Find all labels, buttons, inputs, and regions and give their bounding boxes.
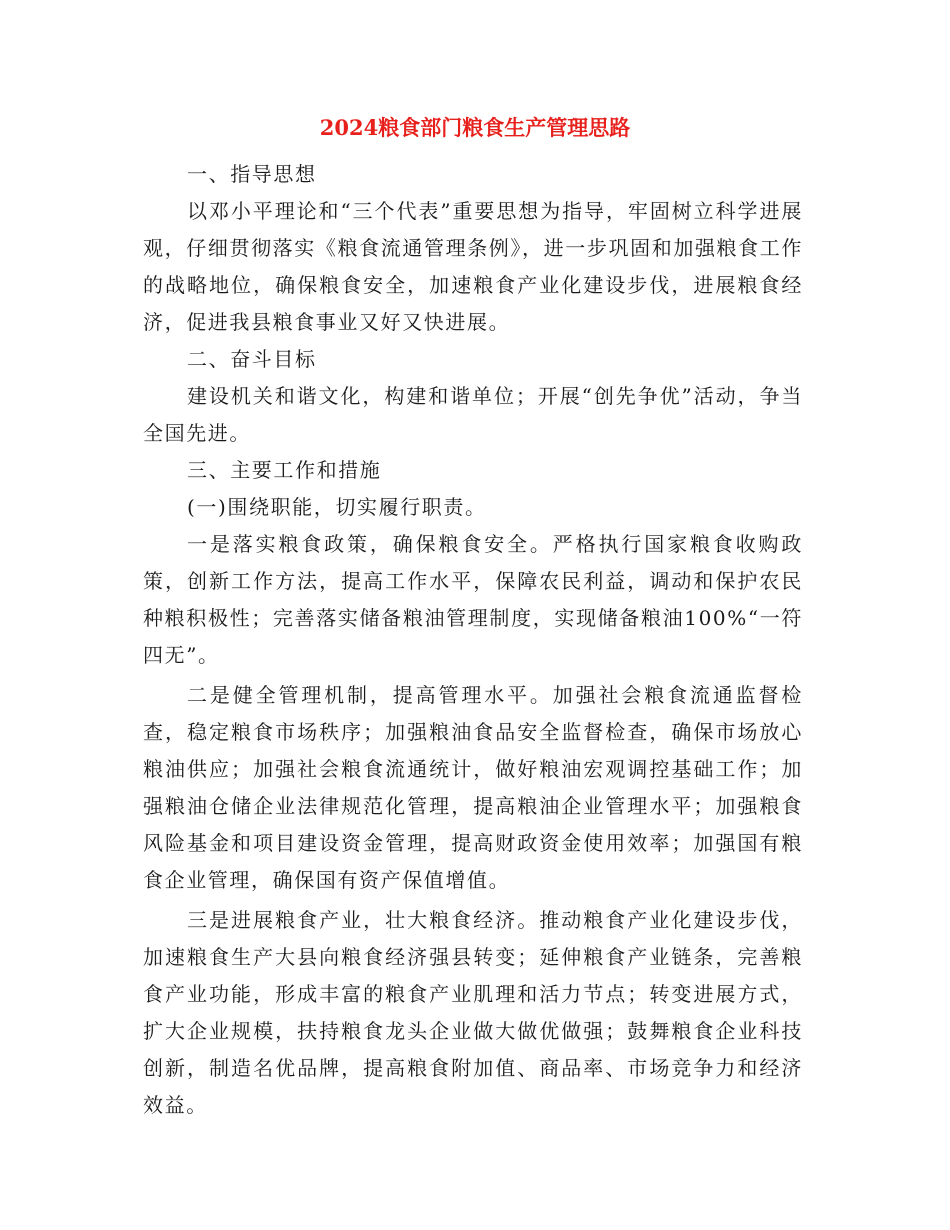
section-heading-guiding-ideology: 一、指导思想 xyxy=(187,162,317,186)
section-heading-main-work: 三、主要工作和措施 xyxy=(187,458,382,482)
paragraph-guiding-ideology: 以邓小平理论和“三个代表”重要思想为指导，牢固树立科学进展观，仔细贯彻落实《粮食流通管理条例》，进一步巩固和加强粮食工作的战略地位，确保粮食安全，加速粮食产业化建设步伐，进展粮食经济，促进我县粮食事业又好又快进展。 xyxy=(143,199,803,334)
subsection-heading-duties: (一)围绕职能，切实履行职责。 xyxy=(187,495,487,519)
paragraph-management-mechanism: 二是健全管理机制，提高管理水平。加强社会粮食流通监督检查，稳定粮食市场秩序；加强粮油食品安全监督检查，确保市场放心粮油供应；加强社会粮食流通统计，做好粮油宏观调控基础工作；加强粮油仓储企业法律规范化管理，提高粮油企业管理水平；加强粮食风险基金和项目建设资金管理，提高财政资金使用效率；加强国有粮食企业管理，确保国有资产保值增值。 xyxy=(143,683,803,892)
paragraph-grain-industry: 三是进展粮食产业，壮大粮食经济。推动粮食产业化建设步伐，加速粮食生产大县向粮食经济强县转变；延伸粮食产业链条，完善粮食产业功能，形成丰富的粮食产业肌理和活力节点；转变进展方式，扩大企业规模，扶持粮食龙头企业做大做优做强；鼓舞粮食企业科技创新，制造名优品牌，提高粮食附加值、商品率、市场竞争力和经济效益。 xyxy=(143,908,803,1117)
document-body xyxy=(143,156,803,1124)
document-title: 2024粮食部门粮食生产管理思路 xyxy=(319,115,631,140)
section-heading-goals: 二、奋斗目标 xyxy=(187,347,317,371)
paragraph-grain-policy: 一是落实粮食政策，确保粮食安全。严格执行国家粮食收购政策，创新工作方法，提高工作水平，保障农民利益，调动和保护农民种粮积极性；完善落实储备粮油管理制度，实现储备粮油100%“一符四无”。 xyxy=(143,532,803,667)
paragraph-goals: 建设机关和谐文化，构建和谐单位；开展“创先争优”活动，争当全国先进。 xyxy=(143,384,803,445)
